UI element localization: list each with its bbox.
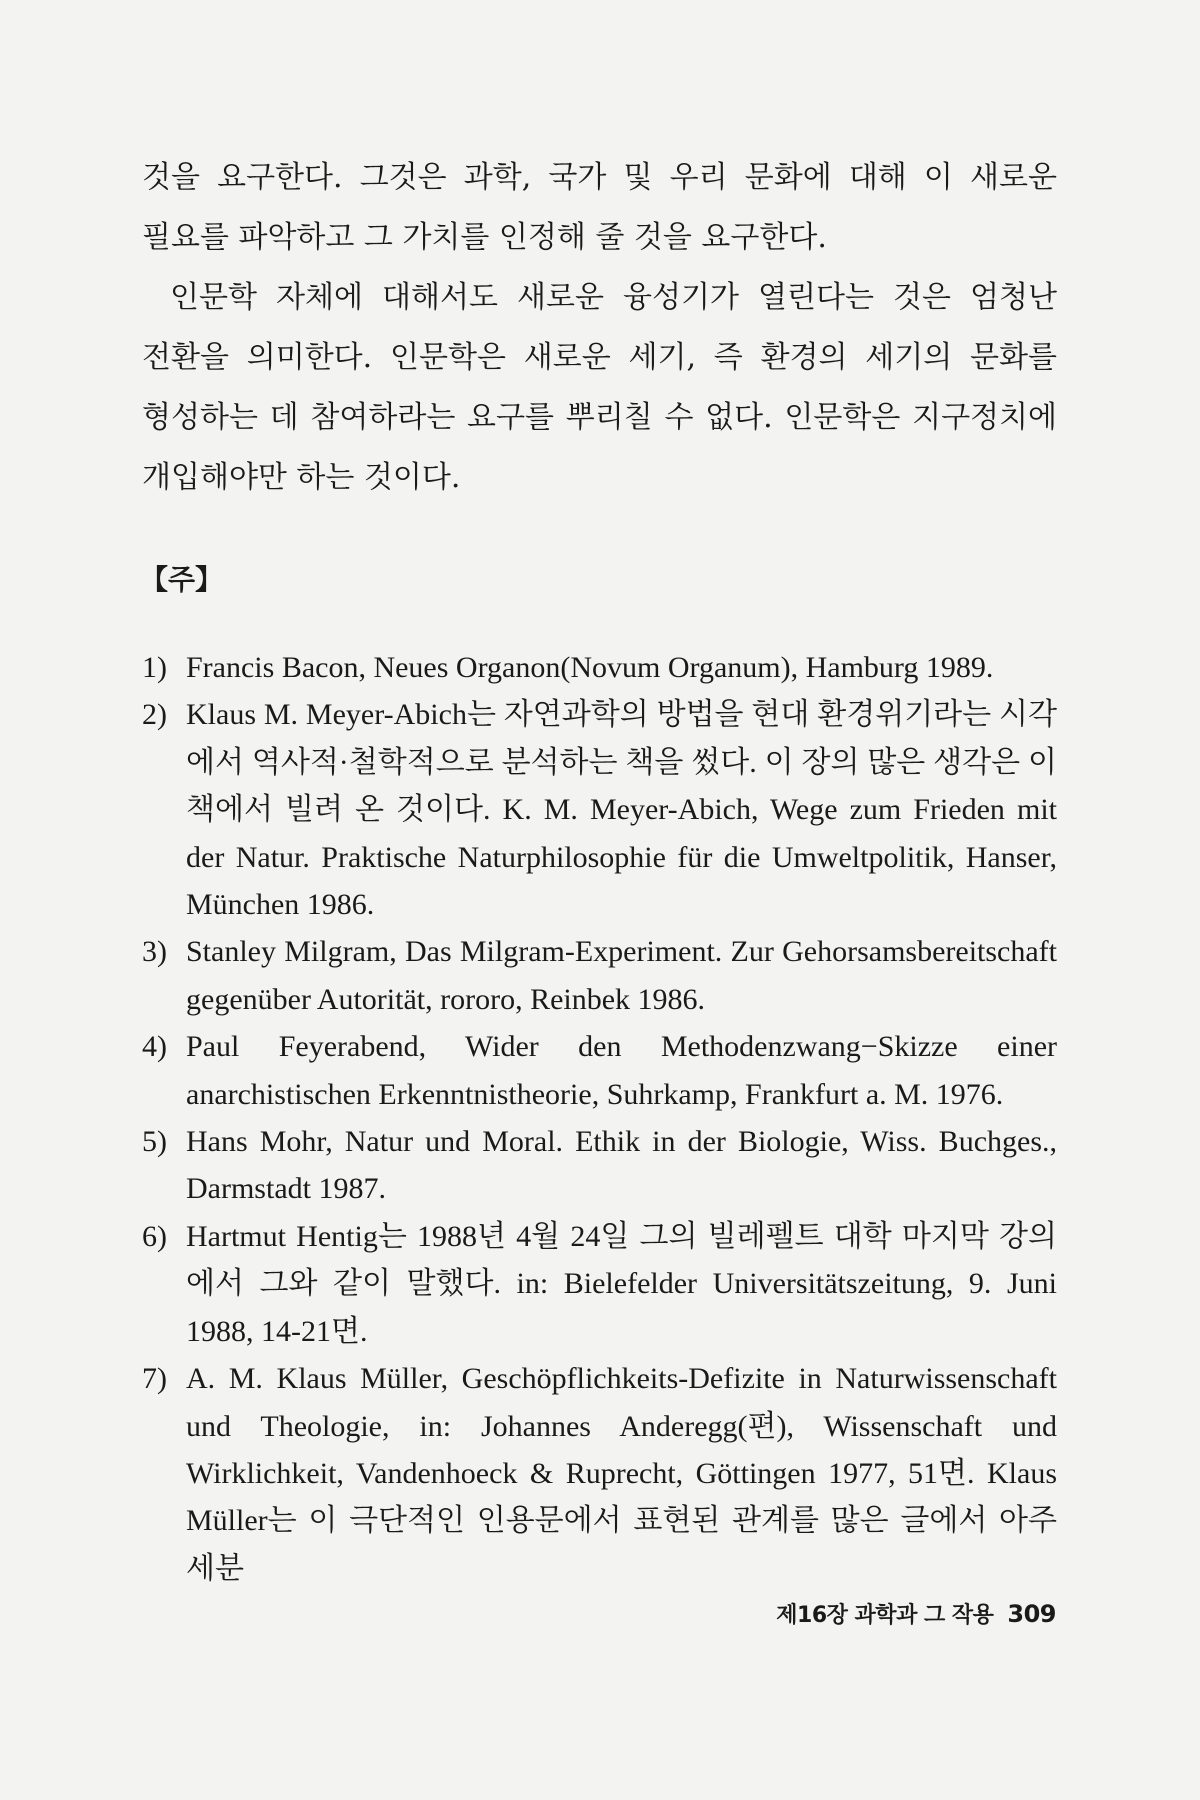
note-number: 5) [142, 1125, 167, 1159]
note-item [142, 1023, 1057, 1118]
note-number: 6) [142, 1219, 167, 1253]
note-number: 7) [142, 1362, 167, 1396]
note-item [142, 691, 1057, 928]
note-text: Stanley Milgram, Das Milgram-Experiment. Zur Gehorsamsbereitschaft gegenüber Autorität, rororo, Reinbek 1986. [186, 935, 1057, 1016]
note-text: A. M. Klaus Müller, Geschöpflichkeits-Defizite in Naturwissenschaft und Theologie, in: Johannes Anderegg(편), Wissenschaft und Wirklichkeit, Vandenhoeck & Ruprecht, Göttingen 1977, 51면. Klaus Müller는 이 극단적인 인용문에서 표현된 관계를 많은 글에서 아주 세분 [186, 1362, 1057, 1585]
note-text: Francis Bacon, Neues Organon(Novum Organum), Hamburg 1989. [186, 651, 994, 684]
note-number: 1) [142, 651, 167, 684]
page-number: 309 [1007, 1600, 1056, 1628]
paragraph: 인문학 자체에 대해서도 새로운 융성기가 열린다는 것은 엄청난 전환을 의미한다. 인문학은 새로운 세기, 즉 환경의 세기의 문화를 형성하는 데 참여하라는 요구를 뿌리칠 수 없다. 인문학은 지구정치에 개입해야만 하는 것이다. [142, 280, 1057, 495]
page-footer [776, 1598, 1056, 1629]
chapter-title: 제16장 과학과 그 작용 [776, 1603, 994, 1628]
note-number: 3) [142, 935, 167, 969]
notes-heading: 【주】 [140, 563, 224, 596]
body-text [142, 148, 1057, 508]
note-text: Hans Mohr, Natur und Moral. Ethik in der Biologie, Wiss. Buchges., Darmstadt 1987. [186, 1125, 1057, 1206]
note-number: 2) [142, 698, 167, 732]
note-text: Klaus M. Meyer-Abich는 자연과학의 방법을 현대 환경위기라는 시각에서 역사적·철학적으로 분석하는 책을 썼다. 이 장의 많은 생각은 이 책에서 빌려 온 것이다. K. M. Meyer-Abich, Wege zum Frieden mit der Natur. Praktische Naturphilosophie für die Umweltpolitik, Hanser, München 1986. [186, 698, 1057, 922]
note-item [142, 1355, 1057, 1592]
note-text: Paul Feyerabend, Wider den Methodenzwang−Skizze einer anarchistischen Erkenntnistheorie, Suhrkamp, Frankfurt a. M. 1976. [186, 1030, 1057, 1111]
note-text: Hartmut Hentig는 1988년 4월 24일 그의 빌레펠트 대학 마지막 강의에서 그와 같이 말했다. in: Bielefelder Universitätszeitung, 9. Juni 1988, 14-21면. [186, 1219, 1057, 1348]
notes-list [142, 644, 1057, 1592]
note-item [142, 928, 1057, 1023]
note-number: 4) [142, 1030, 167, 1064]
note-item [142, 1213, 1057, 1355]
note-item [142, 1118, 1057, 1213]
paragraph: 것을 요구한다. 그것은 과학, 국가 및 우리 문화에 대해 이 새로운 필요를 파악하고 그 가치를 인정해 줄 것을 요구한다. [142, 160, 1057, 255]
note-item [142, 644, 1057, 691]
